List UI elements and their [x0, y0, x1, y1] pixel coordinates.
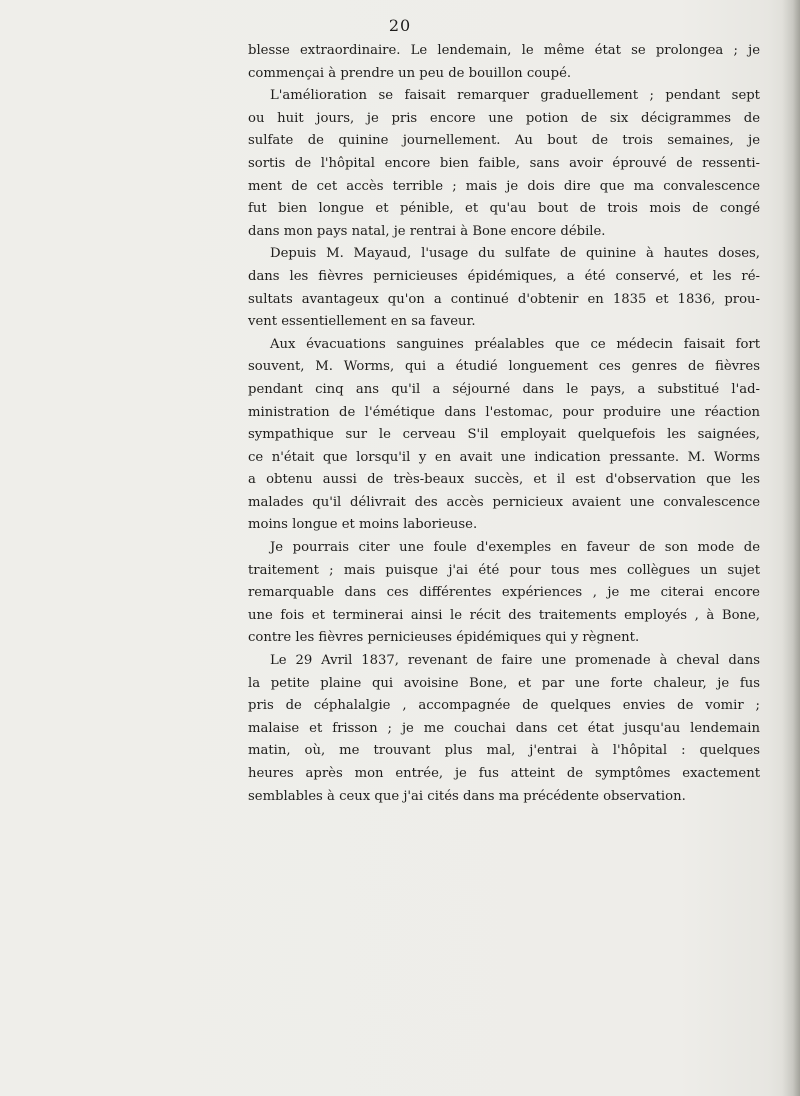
- text-line: contre les fièvres pernicieuses épidémiques qui y règnent.: [248, 630, 640, 646]
- paragraph-start-line: Aux évacuations sanguines préalables que ce médecin faisait fort: [270, 336, 760, 352]
- text-line: ministration de l'émétique dans l'estomac, pour produire une réaction: [248, 404, 760, 420]
- paragraph-start-line: Depuis M. Mayaud, l'usage du sulfate de quinine à hautes doses,: [270, 246, 760, 262]
- text-line: une fois et terminerai ainsi le récit des traitements employés , à Bone,: [248, 607, 760, 623]
- text-line: ou huit jours, je pris encore une potion de six décigrammes de: [248, 110, 760, 126]
- text-line: sulfate de quinine journellement. Au bout de trois semaines, je: [248, 133, 760, 149]
- text-line: matin, où, me trouvant plus mal, j'entrai à l'hôpital : quelques: [248, 743, 760, 759]
- text-line: sortis de l'hôpital encore bien faible, sans avoir éprouvé de ressenti-: [248, 155, 760, 171]
- paragraph-start-line: Je pourrais citer une foule d'exemples en faveur de son mode de: [270, 540, 760, 556]
- text-line: remarquable dans ces différentes expériences , je me citerai encore: [248, 585, 760, 601]
- text-line: pris de céphalalgie , accompagnée de quelques envies de vomir ;: [248, 698, 760, 714]
- text-line: fut bien longue et pénible, et qu'au bout de trois mois de congé: [248, 201, 760, 217]
- text-line: ce n'était que lorsqu'il y en avait une indication pressante. M. Worms: [248, 449, 760, 465]
- text-line: commençai à prendre un peu de bouillon coupé.: [248, 65, 572, 81]
- text-line: malades qu'il délivrait des accès pernicieux avaient une convalescence: [248, 494, 760, 510]
- text-line: blesse extraordinaire. Le lendemain, le même état se prolongea ; je: [248, 43, 760, 58]
- text-line: la petite plaine qui avoisine Bone, et par une forte chaleur, je fus: [248, 675, 760, 691]
- text-line: dans mon pays natal, je rentrai à Bone encore débile.: [248, 223, 606, 239]
- text-line: a obtenu aussi de très-beaux succès, et il est d'observation que les: [248, 472, 760, 488]
- text-line: souvent, M. Worms, qui a étudié longuement ces genres de fièvres: [248, 359, 760, 375]
- page-edge-shadow: [782, 0, 800, 1096]
- text-line: ment de cet accès terrible ; mais je dois dire que ma convalescence: [248, 178, 760, 194]
- text-line: vent essentiellement en sa faveur.: [248, 314, 476, 330]
- text-line: sympathique sur le cerveau S'il employait quelquefois les saignées,: [248, 427, 760, 443]
- page-number: 20: [388, 16, 412, 35]
- text-line: heures après mon entrée, je fus atteint de symptômes exactement: [248, 766, 760, 781]
- paragraph-start-line: L'amélioration se faisait remarquer graduellement ; pendant sept: [270, 88, 760, 104]
- body-text: [248, 40, 760, 808]
- text-line: dans les fièvres pernicieuses épidémiques, a été conservé, et les ré-: [248, 268, 760, 284]
- text-line: traitement ; mais puisque j'ai été pour tous mes collègues un sujet: [248, 562, 760, 578]
- text-line: semblables à ceux que j'ai cités dans ma précédente observation.: [248, 788, 686, 804]
- text-line: malaise et frisson ; je me couchai dans cet état jusqu'au lendemain: [248, 720, 760, 736]
- text-line: sultats avantageux qu'on a continué d'obtenir en 1835 et 1836, prou-: [248, 291, 760, 307]
- paragraph-start-line: Le 29 Avril 1837, revenant de faire une promenade à cheval dans: [270, 653, 760, 669]
- text-line: moins longue et moins laborieuse.: [248, 517, 478, 533]
- text-line: pendant cinq ans qu'il a séjourné dans le pays, a substitué l'ad-: [248, 381, 760, 397]
